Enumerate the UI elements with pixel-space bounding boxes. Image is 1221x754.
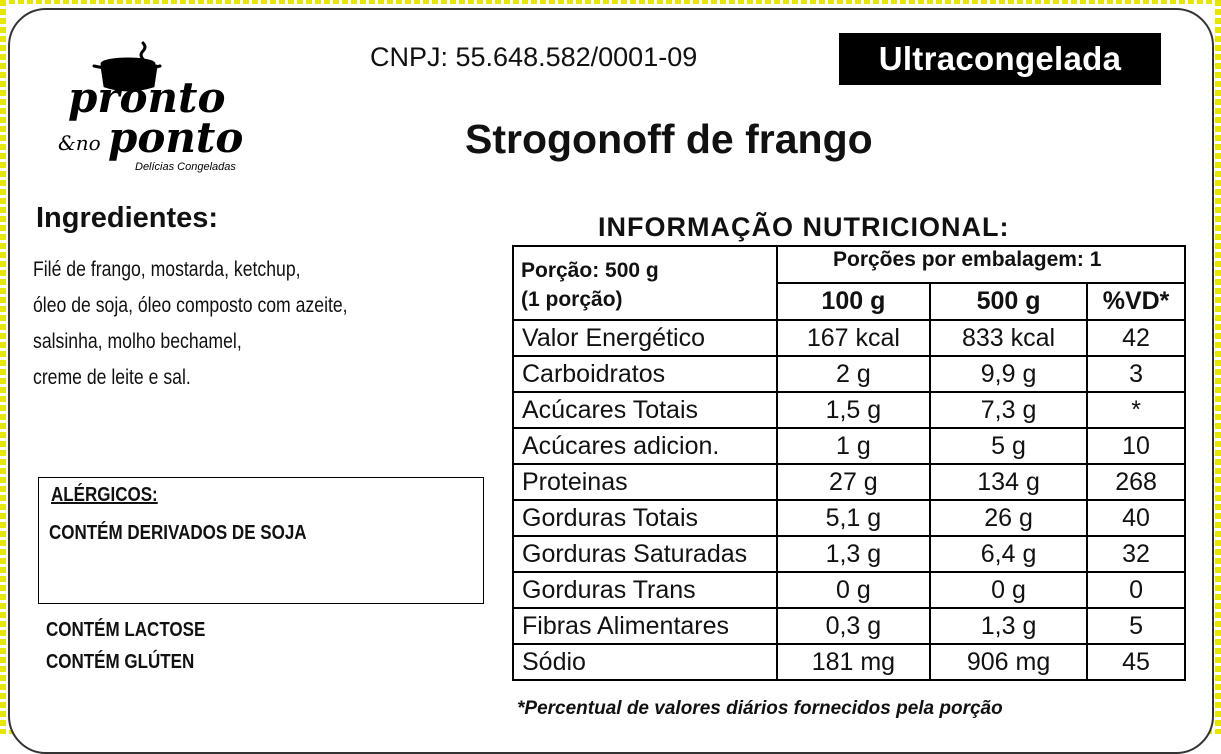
- nutrient-label: Carboidratos: [513, 356, 777, 392]
- nutrient-per100: 1 g: [777, 428, 930, 464]
- logo-word-pronto: pronto: [68, 73, 226, 122]
- contains-lactose: CONTÉM LACTOSE: [46, 619, 206, 641]
- nutrient-per100: 0,3 g: [777, 608, 930, 644]
- nutrient-per100: 27 g: [777, 464, 930, 500]
- nutrient-label: Gorduras Trans: [513, 572, 777, 608]
- nutrient-label: Acúcares adicion.: [513, 428, 777, 464]
- nutrient-per100: 5,1 g: [777, 500, 930, 536]
- border-dashes-left: [0, 0, 6, 734]
- table-row: [513, 608, 1185, 644]
- nutrient-vd: 5: [1087, 608, 1185, 644]
- nutrient-vd: 42: [1087, 320, 1185, 356]
- nutrient-label: Gorduras Totais: [513, 500, 777, 536]
- nutrient-label: Gorduras Saturadas: [513, 536, 777, 572]
- nutrient-vd: 40: [1087, 500, 1185, 536]
- nutrient-per500: 6,4 g: [930, 536, 1087, 572]
- table-row: [513, 500, 1185, 536]
- nutrient-vd: 45: [1087, 644, 1185, 680]
- nutrient-vd: 10: [1087, 428, 1185, 464]
- nutrient-vd: *: [1087, 392, 1185, 428]
- nutrient-vd: 3: [1087, 356, 1185, 392]
- allergens-title: ALÉRGICOS:: [51, 484, 158, 506]
- nutrient-vd: 0: [1087, 572, 1185, 608]
- nutrient-label: Sódio: [513, 644, 777, 680]
- table-row: [513, 572, 1185, 608]
- logo-word-ponto: ponto: [108, 113, 244, 162]
- table-row: [513, 644, 1185, 680]
- nutrition-title: INFORMAÇÃO NUTRICIONAL:: [598, 212, 1010, 242]
- ingredients-line: óleo de soja, óleo composto com azeite,: [33, 293, 348, 317]
- table-row: [513, 392, 1185, 428]
- nutrient-per100: 2 g: [777, 356, 930, 392]
- nutrient-per500: 7,3 g: [930, 392, 1087, 428]
- ultracongelada-badge: Ultracongelada: [839, 33, 1161, 85]
- portion-count: (1 porção): [521, 288, 623, 311]
- brand-logo: [40, 40, 280, 180]
- nutrient-vd: 268: [1087, 464, 1185, 500]
- nutrient-per100: 0 g: [777, 572, 930, 608]
- logo-ampersand: &no: [58, 131, 101, 155]
- product-name: Strogonoff de frango: [465, 116, 873, 162]
- allergens-text: CONTÉM DERIVADOS DE SOJA: [49, 522, 307, 544]
- nutrient-per100: 167 kcal: [777, 320, 930, 356]
- nutrient-label: Fibras Alimentares: [513, 608, 777, 644]
- ingredients-line: salsinha, molho bechamel,: [33, 329, 242, 353]
- allergens-box: [38, 477, 484, 604]
- nutrient-per500: 26 g: [930, 500, 1087, 536]
- nutrient-per100: 1,5 g: [777, 392, 930, 428]
- ingredients-line: Filé de frango, mostarda, ketchup,: [33, 257, 301, 281]
- nutrient-per500: 134 g: [930, 464, 1087, 500]
- ingredients-line: creme de leite e sal.: [33, 365, 191, 389]
- nutrient-per500: 0 g: [930, 572, 1087, 608]
- nutrient-per500: 9,9 g: [930, 356, 1087, 392]
- contains-gluten: CONTÉM GLÚTEN: [46, 651, 195, 673]
- cnpj: CNPJ: 55.648.582/0001-09: [370, 42, 698, 72]
- nutrient-per500: 5 g: [930, 428, 1087, 464]
- portion-size: Porção: 500 g: [521, 259, 659, 282]
- portions-per-package: Porções por embalagem: 1: [833, 248, 1102, 271]
- nutrient-per100: 181 mg: [777, 644, 930, 680]
- table-row: [513, 428, 1185, 464]
- table-row: [513, 464, 1185, 500]
- portion-text: [521, 256, 659, 314]
- table-row: [513, 536, 1185, 572]
- nutrient-label: Proteinas: [513, 464, 777, 500]
- nutrient-vd: 32: [1087, 536, 1185, 572]
- nutrition-footnote: *Percentual de valores diários fornecidos pela porção: [517, 698, 1003, 719]
- nutrient-label: Valor Energético: [513, 320, 777, 356]
- nutrient-per100: 1,3 g: [777, 536, 930, 572]
- table-row: [513, 320, 1185, 356]
- ingredients-list: [33, 251, 377, 395]
- nutrient-per500: 1,3 g: [930, 608, 1087, 644]
- table-row: [513, 356, 1185, 392]
- column-100g: 100 g: [777, 283, 930, 320]
- column-500g: 500 g: [930, 283, 1087, 320]
- border-dashes-top: [0, 0, 1221, 4]
- logo-tagline: Delícias Congeladas: [135, 161, 236, 173]
- ingredients-heading: Ingredientes:: [36, 202, 219, 234]
- nutrient-label: Acúcares Totais: [513, 392, 777, 428]
- border-dashes-right: [1215, 0, 1221, 734]
- column-vd: %VD*: [1087, 283, 1185, 320]
- nutrient-per500: 833 kcal: [930, 320, 1087, 356]
- nutrient-per500: 906 mg: [930, 644, 1087, 680]
